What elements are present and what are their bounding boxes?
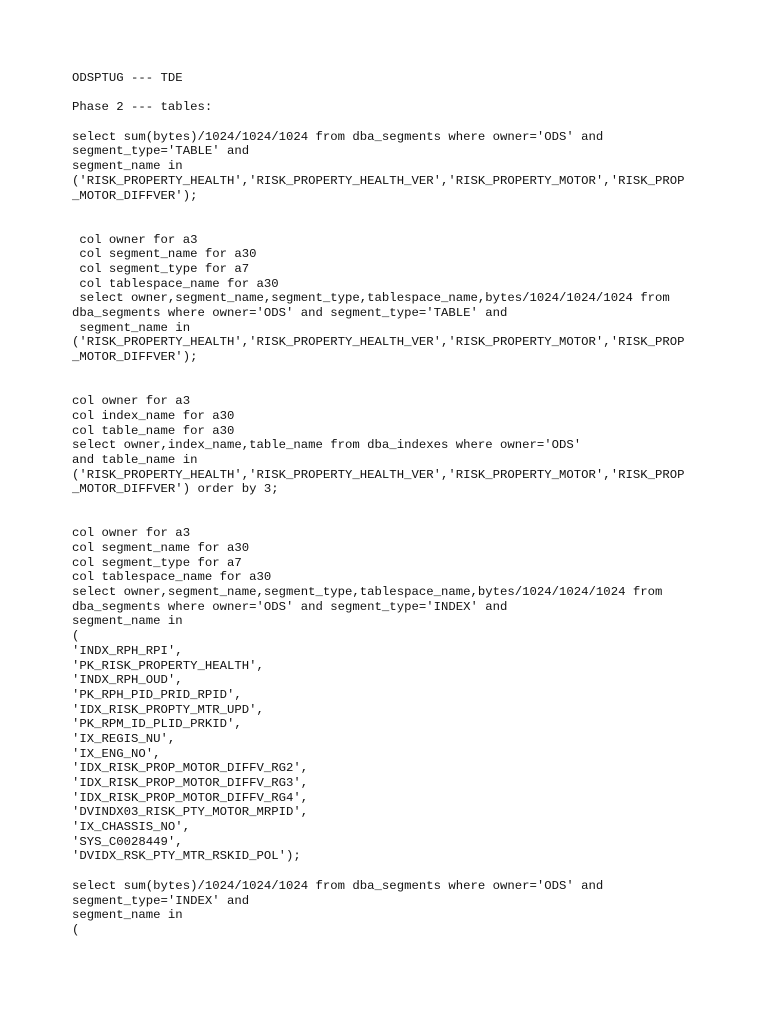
text-line: 'PK_RPH_PID_PRID_RPID', [72, 687, 242, 702]
text-line: col segment_type for a7 [72, 555, 242, 570]
text-line: col segment_name for a30 [72, 541, 250, 555]
text-line: 'PK_RPM_ID_PLID_PRKID', [72, 717, 242, 732]
text-line [72, 365, 712, 380]
text-line: 'PK_RISK_PROPERTY_HEALTH', [72, 658, 264, 673]
text-line: 'IDX_RISK_PROP_MOTOR_DIFFV_RG4', [72, 790, 309, 805]
text-line [72, 203, 712, 218]
text-line: 'IDX_RISK_PROP_MOTOR_DIFFV_RG2', [72, 761, 309, 776]
text-line: 'DVINDX03_RISK_PTY_MOTOR_MRPID', [72, 805, 309, 820]
text-line [72, 497, 712, 512]
text-line: ODSPTUG --- TDE [72, 71, 183, 85]
text-line: col segment_type for a7 [72, 261, 250, 276]
text-line: segment_name in [72, 614, 183, 629]
text-line: _MOTOR_DIFFVER') order by 3; [72, 482, 279, 497]
text-line: ( [72, 629, 80, 644]
text-line: ('RISK_PROPERTY_HEALTH','RISK_PROPERTY_HEALTH_VER','RISK_PROPERTY_MOTOR','RISK_PROP [72, 173, 685, 188]
text-line: col tablespace_name for a30 [72, 570, 272, 585]
text-line: and table_name in [72, 452, 198, 467]
text-line: ('RISK_PROPERTY_HEALTH','RISK_PROPERTY_HEALTH_VER','RISK_PROPERTY_MOTOR','RISK_PROP [72, 467, 685, 482]
text-line: dba_segments where owner='ODS' and segment_type='INDEX' and [72, 599, 508, 614]
text-line: select sum(bytes)/1024/1024/1024 from dba_segments where owner='ODS' and [72, 878, 604, 893]
text-line: col tablespace_name for a30 [72, 276, 279, 291]
text-line: select owner,index_name,table_name from dba_indexes where owner='ODS' [72, 438, 582, 453]
text-line: segment_type='INDEX' and [72, 893, 250, 908]
text-line: 'INDX_RPH_RPI', [72, 643, 183, 658]
text-line: _MOTOR_DIFFVER'); [72, 188, 198, 203]
text-line: col segment_name for a30 [72, 247, 257, 262]
text-line [72, 512, 712, 527]
document-body [72, 71, 712, 938]
text-line: dba_segments where owner='ODS' and segment_type='TABLE' and [72, 306, 508, 320]
text-line: col index_name for a30 [72, 408, 235, 423]
text-line [72, 864, 712, 879]
text-line: select owner,segment_name,segment_type,tablespace_name,bytes/1024/1024/1024 from [72, 585, 663, 600]
text-line: Phase 2 --- tables: [72, 100, 213, 115]
text-line: 'IX_CHASSIS_NO', [72, 820, 191, 835]
text-line [72, 86, 712, 101]
text-line: 'IDX_RISK_PROP_MOTOR_DIFFV_RG3', [72, 776, 309, 790]
text-line: 'IX_REGIS_NU', [72, 731, 176, 746]
text-line: 'IX_ENG_NO', [72, 746, 161, 761]
text-line [72, 218, 712, 233]
text-line: segment_name in [72, 908, 183, 923]
text-line: select owner,segment_name,segment_type,tablespace_name,bytes/1024/1024/1024 from [72, 291, 670, 306]
text-line: col owner for a3 [72, 232, 198, 247]
text-line: 'INDX_RPH_OUD', [72, 673, 183, 688]
text-line: col table_name for a30 [72, 423, 235, 438]
text-line: 'DVIDX_RSK_PTY_MTR_RSKID_POL'); [72, 849, 301, 864]
text-line: col owner for a3 [72, 526, 191, 541]
text-line: 'SYS_C0028449', [72, 834, 183, 849]
text-line: segment_name in [72, 159, 183, 174]
text-line: _MOTOR_DIFFVER'); [72, 350, 198, 365]
text-line [72, 115, 712, 130]
text-line: col owner for a3 [72, 394, 191, 409]
text-line: segment_name in [72, 320, 191, 335]
text-line: 'IDX_RISK_PROPTY_MTR_UPD', [72, 702, 264, 717]
text-line: segment_type='TABLE' and [72, 144, 250, 159]
text-line: ( [72, 922, 80, 937]
text-line: ('RISK_PROPERTY_HEALTH','RISK_PROPERTY_HEALTH_VER','RISK_PROPERTY_MOTOR','RISK_PROP [72, 335, 685, 350]
text-line: select sum(bytes)/1024/1024/1024 from dba_segments where owner='ODS' and [72, 129, 604, 144]
text-line [72, 379, 712, 394]
